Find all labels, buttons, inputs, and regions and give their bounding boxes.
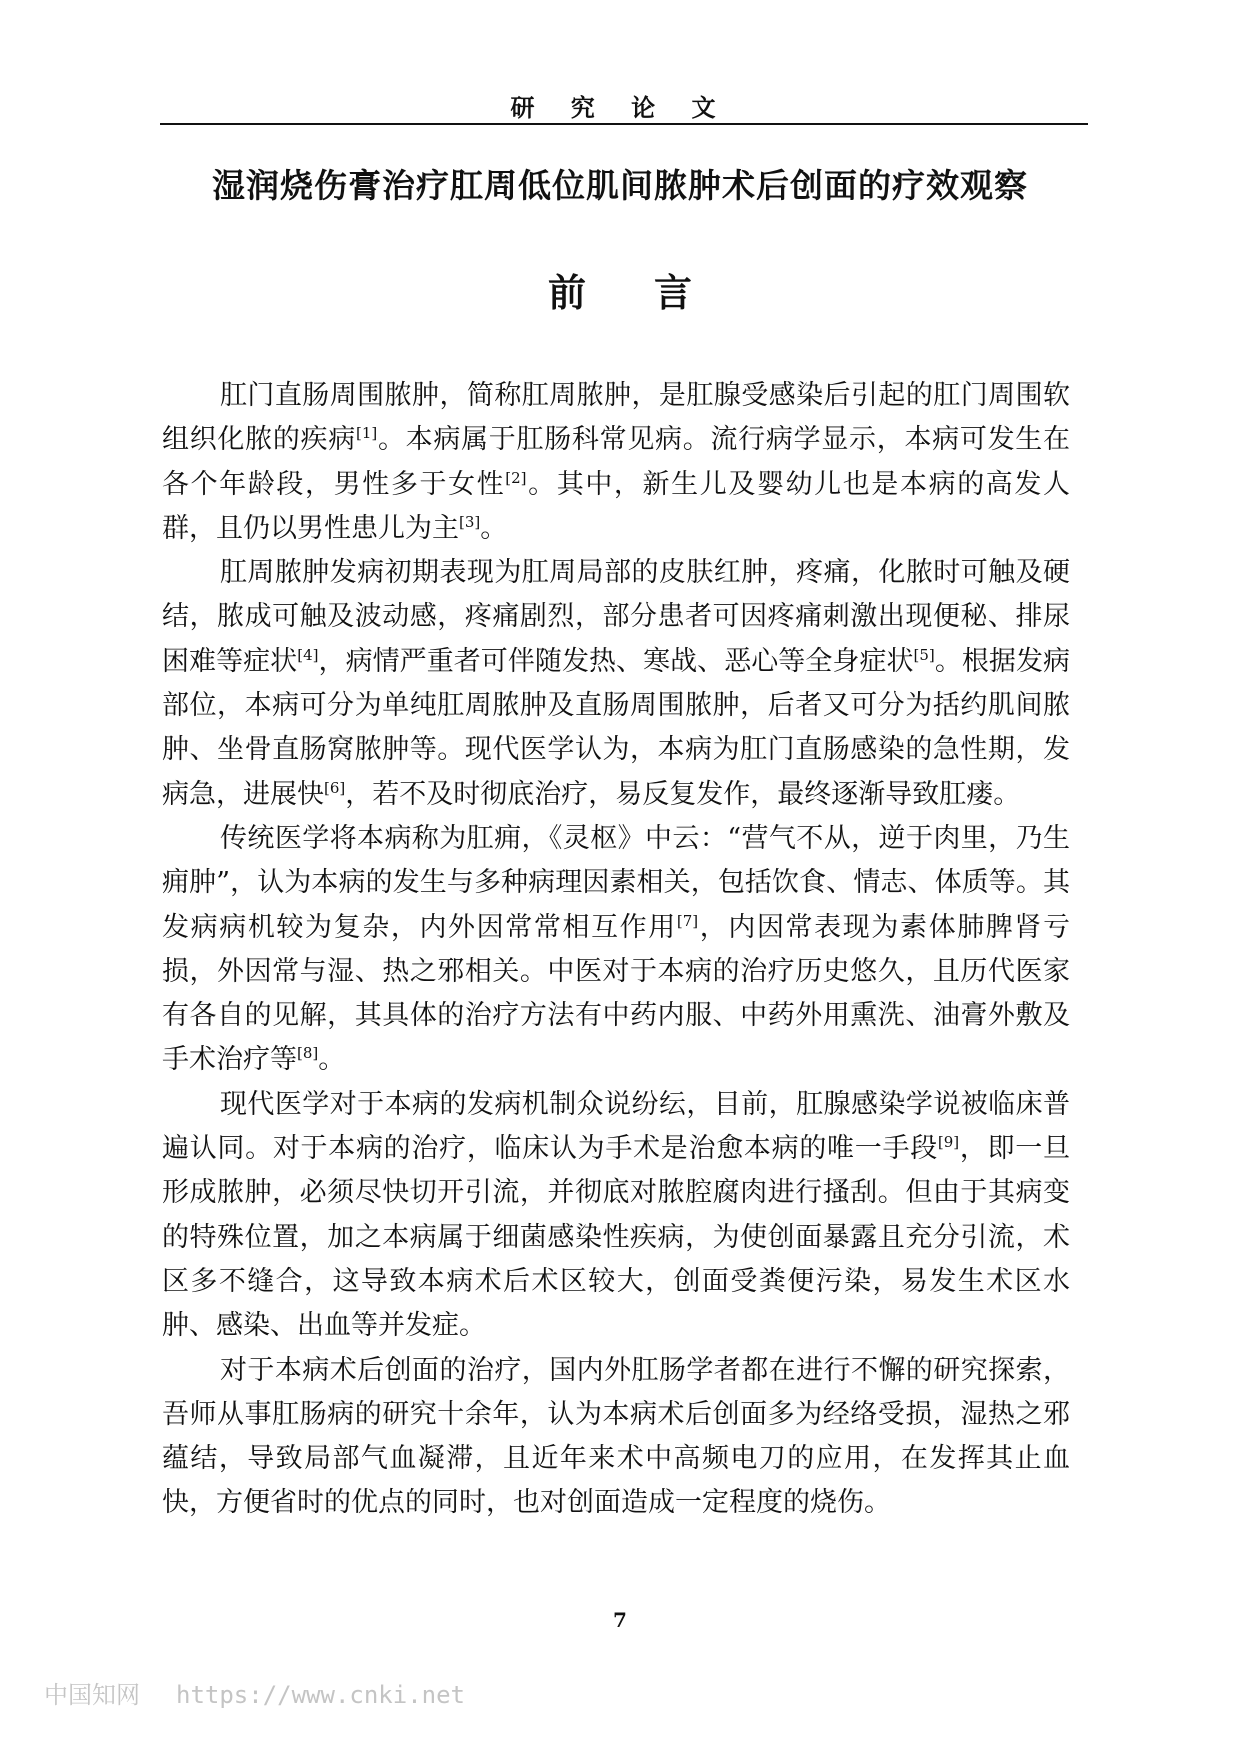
body-paragraph	[162, 1349, 1070, 1526]
citation-marker: [6]	[324, 778, 346, 797]
body-paragraph	[162, 374, 1070, 551]
page-number: 7	[613, 1608, 627, 1632]
citation-marker: [7]	[676, 911, 699, 930]
paragraph-text: 。其中，新生儿及婴幼儿也是本病的高发人群，且仍以男性患儿为主	[162, 468, 1071, 544]
paragraph-text: 肛周脓肿发病初期表现为肛周局部的皮肤红肿，疼痛，化脓时可触及硬结，脓成可触及波动感，疼痛剧烈，部分患者可因疼痛刺激出现便秘、排尿困难等症状	[162, 557, 1070, 677]
watermark-site-name: 中国知网	[44, 1681, 140, 1709]
paragraph-text: 。本病属于肛肠科常见病。流行病学显示，本病可发生在各个年龄段，男性多于女性	[162, 424, 1071, 500]
header-rule	[160, 123, 1088, 125]
citation-marker: [8]	[297, 1044, 319, 1063]
citation-marker: [1]	[355, 424, 378, 443]
citation-marker: [4]	[297, 645, 319, 664]
citation-marker: [9]	[937, 1133, 960, 1152]
paragraph-text: ，若不及时彻底治疗，易反复发作，最终逐渐导致肛瘘。	[345, 778, 1021, 810]
body-paragraph	[162, 1083, 1070, 1349]
paragraph-text: ，即一旦形成脓肿，必须尽快切开引流，并彻底对脓腔腐肉进行搔刮。但由于其病变的特殊位置，加之本病属于细菌感染性疾病，为使创面暴露且充分引流，术区多不缝合，这导致本病术后术区较大，创面受粪便污染，易发生术区水肿、感染、出血等并发症。	[162, 1133, 1070, 1342]
citation-marker: [3]	[459, 512, 481, 531]
section-heading	[0, 262, 1240, 317]
paragraph-text: 对于本病术后创面的治疗，国内外肛肠学者都在进行不懈的研究探索，吾师从事肛肠病的研究十余年，认为本病术后创面多为经络受损，湿热之邪蕴结，导致局部气血凝滞，且近年来术中高频电刀的应用，在发挥其止血快，方便省时的优点的同时，也对创面造成一定程度的烧伤。	[162, 1354, 1070, 1519]
paragraph-text: ，病情严重者可伴随发热、寒战、恶心等全身症状	[318, 645, 914, 677]
paper-title: 湿润烧伤膏治疗肛周低位肌间脓肿术后创面的疗效观察	[212, 166, 1028, 205]
citation-marker: [5]	[913, 645, 935, 664]
paragraph-text: 肛门直肠周围脓肿，简称肛周脓肿，是肛腺受感染后引起的肛门周围软组织化脓的疾病	[162, 380, 1070, 456]
paragraph-text: ，内因常表现为素体肺脾肾亏损，外因常与湿、热之邪相关。中医对于本病的治疗历史悠久，且历代医家有各自的见解，其具体的治疗方法有中药内服、中药外用熏洗、油膏外敷及手术治疗等	[162, 911, 1071, 1076]
paragraph-text: 。根据发病部位，本病可分为单纯肛周脓肿及直肠周围脓肿，后者又可分为括约肌间脓肿、坐骨直肠窝脓肿等。现代医学认为，本病为肛门直肠感染的急性期，发病急，进展快	[162, 645, 1071, 810]
paragraph-text: 。	[318, 1044, 346, 1076]
paragraph-text: 传统医学将本病称为肛痈，《灵枢》中云：“营气不从，逆于肉里，乃生痈肿”，认为本病的发生与多种病理因素相关，包括饮食、情志、体质等。其发病病机较为复杂，内外因常常相互作用	[162, 822, 1070, 943]
body-text	[162, 374, 1070, 1526]
watermark-url: https://www.cnki.net	[176, 1681, 465, 1709]
paragraph-text: 现代医学对于本病的发病机制众说纷纭，目前，肛腺感染学说被临床普遍认同。对于本病的治疗，临床认为手术是治愈本病的唯一手段	[162, 1088, 1070, 1165]
paragraph-text: 。	[480, 512, 508, 544]
section-heading-char-2: 言	[654, 271, 693, 315]
body-paragraph	[162, 817, 1070, 1083]
running-header: 研 究 论 文	[510, 93, 730, 122]
body-paragraph	[162, 551, 1070, 817]
citation-marker: [2]	[505, 468, 527, 487]
cnki-watermark	[44, 1675, 465, 1710]
section-heading-char-1: 前	[547, 271, 586, 315]
